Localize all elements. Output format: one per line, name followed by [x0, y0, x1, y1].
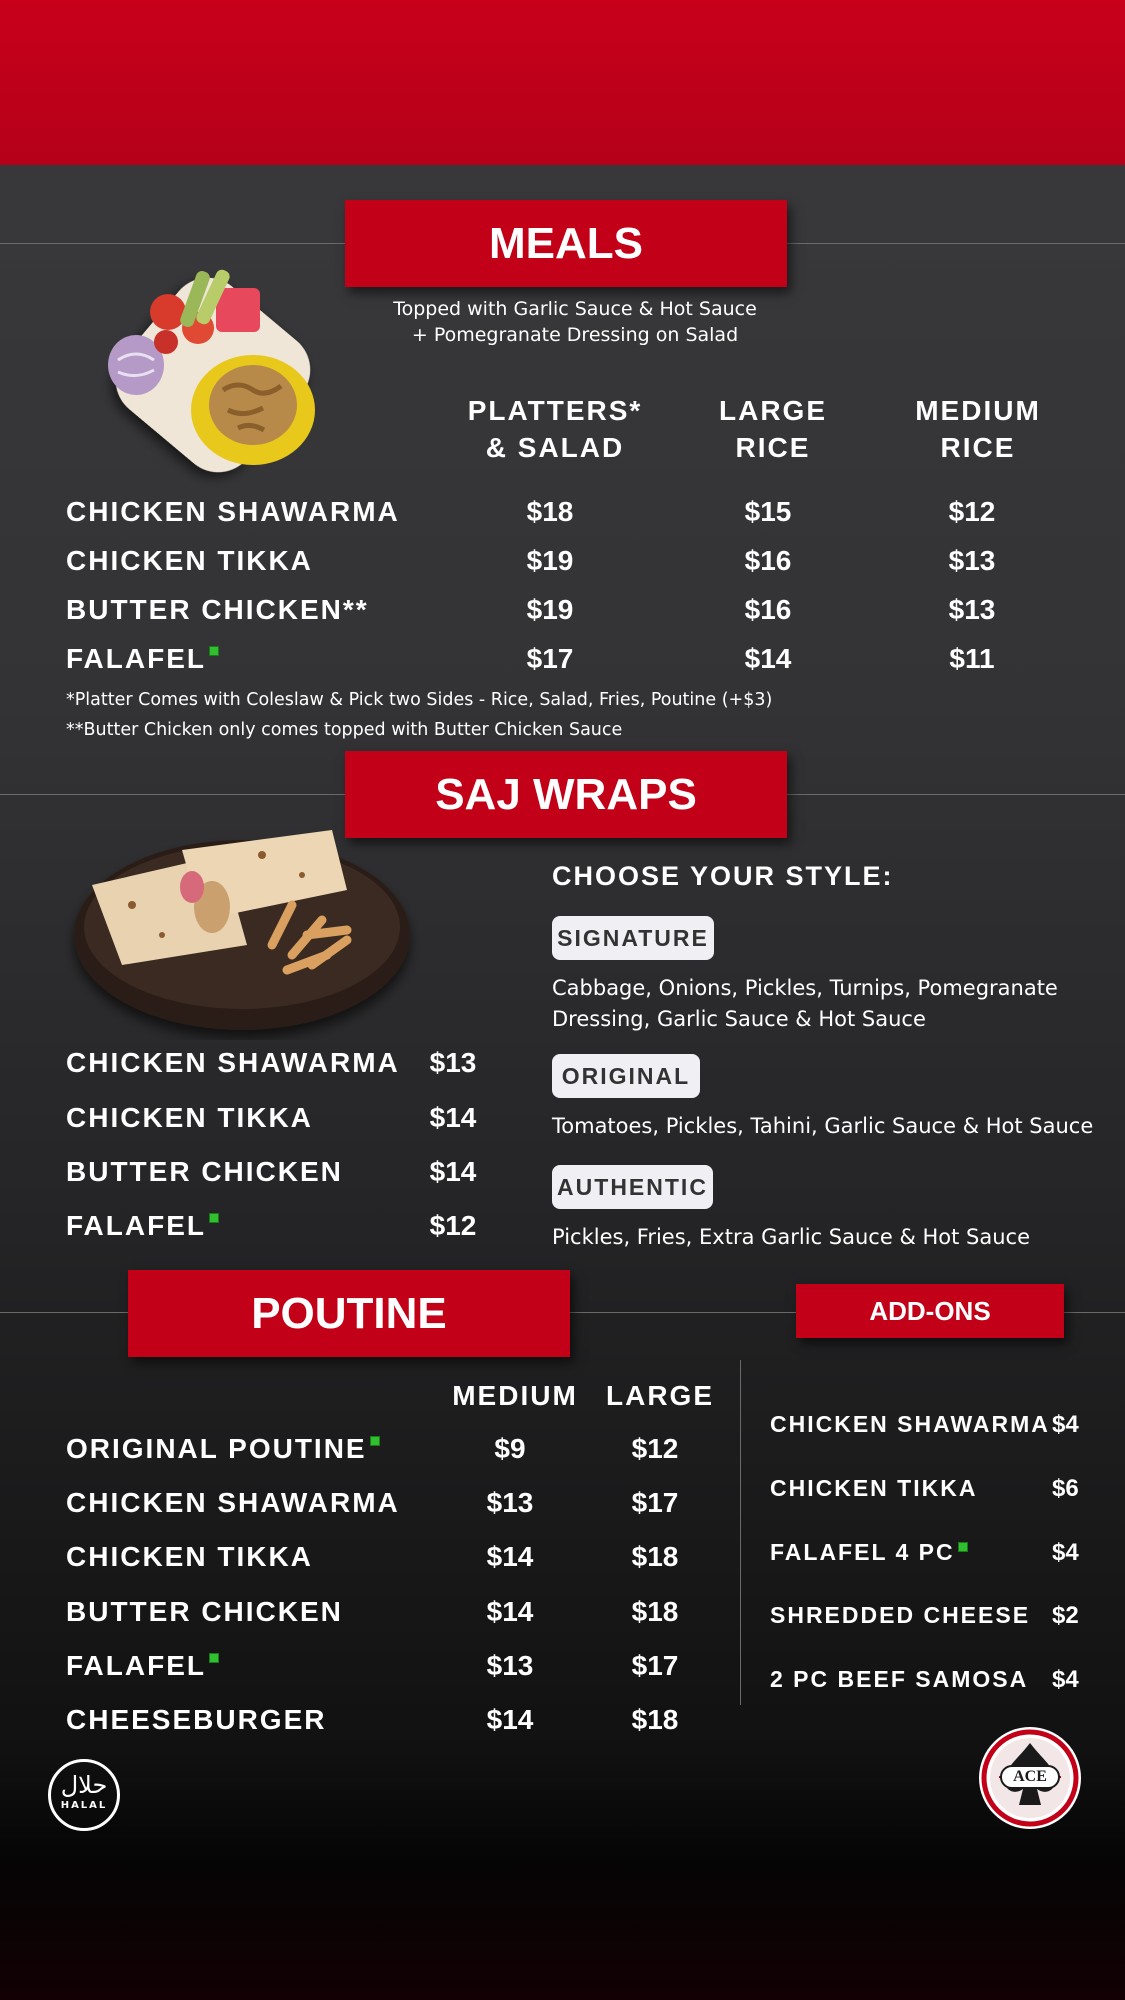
style-heading: CHOOSE YOUR STYLE:	[552, 861, 894, 891]
meals-footnote-1: *Platter Comes with Coleslaw & Pick two Sides - Rice, Salad, Fries, Poutine (+$3)	[66, 690, 773, 710]
poutine-title: POUTINE	[128, 1270, 570, 1357]
item-price: $11	[949, 643, 995, 674]
addon-price: $4	[1052, 1411, 1079, 1438]
item-price: $15	[744, 496, 792, 527]
item-price: $14	[429, 1156, 477, 1187]
item-name: CHICKEN SHAWARMA	[66, 496, 400, 527]
addon-name-with-veg	[770, 1539, 968, 1566]
meals-subtitle	[345, 296, 805, 348]
item-name: CHEESEBURGER	[66, 1704, 327, 1735]
item-name: FALAFEL	[66, 1650, 206, 1681]
table-row	[0, 545, 1125, 581]
item-price: $12	[429, 1210, 477, 1241]
veg-dot-icon	[209, 1213, 219, 1223]
ace-logo-icon	[977, 1725, 1083, 1831]
addon-price: $2	[1052, 1602, 1079, 1629]
meals-subtitle-line2: + Pomegranate Dressing on Salad	[411, 324, 739, 346]
list-item	[770, 1411, 1090, 1443]
item-price: $13	[948, 594, 996, 625]
item-name: FALAFEL	[66, 643, 206, 674]
style-desc-signature: Cabbage, Onions, Pickles, Turnips, Pomegranate Dressing, Garlic Sauce & Hot Sauce	[552, 976, 1058, 1031]
item-price: $9	[494, 1433, 526, 1464]
table-row	[0, 594, 1125, 630]
style-desc-authentic: Pickles, Fries, Extra Garlic Sauce & Hot Sauce	[552, 1225, 1031, 1249]
list-item	[0, 1210, 500, 1246]
list-item	[770, 1539, 1090, 1571]
halal-label: HALAL	[60, 1800, 108, 1811]
list-item	[770, 1666, 1090, 1698]
item-price: $13	[948, 545, 996, 576]
item-price: $13	[486, 1487, 534, 1518]
item-price: $17	[631, 1650, 679, 1681]
item-price: $14	[429, 1102, 477, 1133]
list-item	[0, 1047, 500, 1083]
halal-seal-icon	[48, 1759, 120, 1831]
item-name: BUTTER CHICKEN	[66, 1156, 343, 1187]
veg-dot-icon	[209, 1653, 219, 1663]
addon-name: CHICKEN TIKKA	[770, 1475, 978, 1501]
halal-arabic: حلال	[60, 1771, 108, 1799]
veg-dot-icon	[209, 646, 219, 656]
addons-title: ADD-ONS	[796, 1284, 1064, 1338]
ace-logo-text: ACE	[1000, 1765, 1060, 1789]
item-price: $19	[526, 594, 574, 625]
saj-wrap-image	[62, 815, 420, 1040]
item-name: CHICKEN SHAWARMA	[66, 1487, 400, 1518]
addon-name: FALAFEL 4 PC	[770, 1539, 955, 1565]
item-name: ORIGINAL POUTINE	[66, 1433, 367, 1464]
item-name: CHICKEN SHAWARMA	[66, 1047, 400, 1078]
meals-col-platters: PLATTERS* & SALAD	[467, 395, 643, 463]
poutine-col-large: LARGE	[606, 1380, 714, 1411]
table-row	[0, 1650, 740, 1686]
style-badge-authentic: AUTHENTIC	[552, 1165, 713, 1209]
addon-price: $6	[1052, 1475, 1079, 1502]
item-price: $17	[526, 643, 574, 674]
saj-title: SAJ WRAPS	[345, 751, 787, 838]
addon-name: SHREDDED CHEESE	[770, 1602, 1031, 1628]
item-price: $19	[526, 545, 574, 576]
item-name-with-veg	[66, 1433, 380, 1465]
list-item	[770, 1475, 1090, 1507]
item-name: CHICKEN TIKKA	[66, 1102, 313, 1133]
item-price: $16	[744, 545, 792, 576]
column-divider	[740, 1360, 741, 1705]
item-price: $18	[631, 1596, 679, 1627]
table-row	[0, 496, 1125, 532]
addon-name: 2 PC BEEF SAMOSA	[770, 1666, 1029, 1692]
meals-col-large-rice: LARGE RICE	[719, 395, 827, 463]
table-row	[0, 1596, 740, 1632]
item-price: $14	[486, 1704, 534, 1735]
item-price: $18	[631, 1704, 679, 1735]
veg-dot-icon	[958, 1542, 968, 1552]
item-name: CHICKEN TIKKA	[66, 1541, 313, 1572]
item-name: BUTTER CHICKEN	[66, 1596, 343, 1627]
item-price: $13	[429, 1047, 477, 1078]
style-badge-signature: SIGNATURE	[552, 916, 714, 960]
item-price: $14	[744, 643, 792, 674]
poutine-col-medium: MEDIUM	[452, 1380, 578, 1411]
style-badge-original: ORIGINAL	[552, 1054, 700, 1098]
item-name: BUTTER CHICKEN**	[66, 594, 369, 625]
item-price: $18	[631, 1541, 679, 1572]
item-name-with-veg	[66, 1210, 219, 1242]
item-price: $14	[486, 1596, 534, 1627]
top-banner	[0, 0, 1125, 165]
table-row	[0, 643, 1125, 679]
table-row	[0, 1487, 740, 1523]
meals-footnote-2: **Butter Chicken only comes topped with Butter Chicken Sauce	[66, 720, 623, 740]
addon-name: CHICKEN SHAWARMA	[770, 1411, 1050, 1437]
table-row	[0, 1433, 740, 1469]
list-item	[0, 1156, 500, 1192]
addon-price: $4	[1052, 1539, 1079, 1566]
item-price: $12	[631, 1433, 679, 1464]
meals-title: MEALS	[345, 200, 787, 287]
item-price: $14	[486, 1541, 534, 1572]
item-price: $12	[948, 496, 996, 527]
meals-platter-image	[88, 250, 338, 500]
list-item	[0, 1102, 500, 1138]
item-name: CHICKEN TIKKA	[66, 545, 313, 576]
list-item	[770, 1602, 1090, 1634]
table-row	[0, 1541, 740, 1577]
addon-price: $4	[1052, 1666, 1079, 1693]
table-row	[0, 1704, 740, 1740]
meals-col-medium-rice: MEDIUM RICE	[915, 395, 1041, 463]
meals-subtitle-line1: Topped with Garlic Sauce & Hot Sauce	[393, 298, 757, 320]
item-price: $13	[486, 1650, 534, 1681]
item-price: $18	[526, 496, 574, 527]
item-price: $17	[631, 1487, 679, 1518]
style-desc-original: Tomatoes, Pickles, Tahini, Garlic Sauce & Hot Sauce	[552, 1114, 1094, 1138]
item-name-with-veg	[66, 643, 219, 675]
item-name: FALAFEL	[66, 1210, 206, 1241]
item-name-with-veg	[66, 1650, 219, 1682]
item-price: $16	[744, 594, 792, 625]
veg-dot-icon	[370, 1436, 380, 1446]
